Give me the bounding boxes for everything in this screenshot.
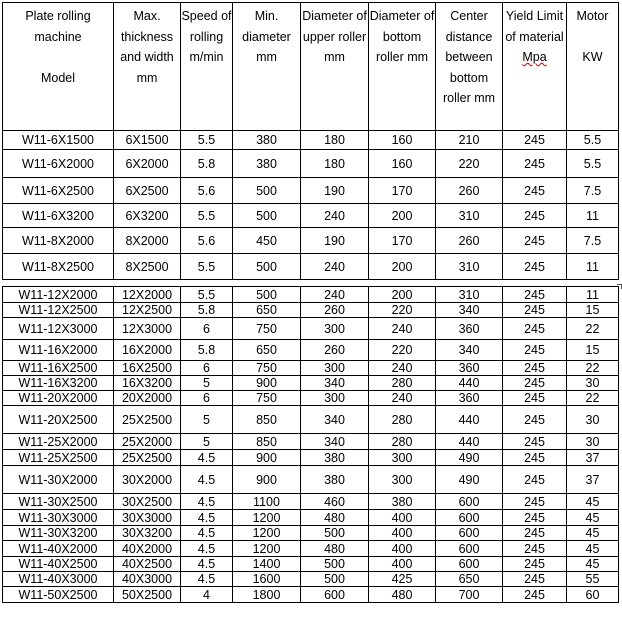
header-thickness-width: Max. thickness and width mm <box>114 3 181 131</box>
cell-speed: 5.5 <box>181 287 233 303</box>
cell-bottom-roller: 170 <box>369 228 436 254</box>
cell-yield-limit: 245 <box>503 572 567 587</box>
cell-yield-limit: 245 <box>503 318 567 340</box>
cell-min-diameter: 1600 <box>233 572 301 587</box>
cell-min-diameter: 650 <box>233 340 301 361</box>
cell-min-diameter: 1200 <box>233 510 301 526</box>
cell-speed: 5.5 <box>181 204 233 228</box>
header-center-distance: Center distance between bottom roller mm <box>436 3 503 131</box>
cell-upper-roller: 340 <box>301 376 369 391</box>
cell-upper-roller: 300 <box>301 361 369 376</box>
table-row <box>3 391 619 406</box>
cell-min-diameter: 380 <box>233 131 301 150</box>
cell-bottom-roller: 240 <box>369 361 436 376</box>
cell-speed: 4.5 <box>181 494 233 510</box>
cell-thickness-width: 30X3200 <box>114 526 181 541</box>
cell-thickness-width: 8X2000 <box>114 228 181 254</box>
cell-upper-roller: 480 <box>301 541 369 557</box>
cell-upper-roller: 460 <box>301 494 369 510</box>
cell-upper-roller: 300 <box>301 318 369 340</box>
cell-motor: 22 <box>567 361 619 376</box>
cell-yield-limit: 245 <box>503 178 567 204</box>
cell-model: W11-8X2500 <box>3 254 114 280</box>
cell-min-diameter: 900 <box>233 450 301 466</box>
cell-yield-limit: 245 <box>503 303 567 318</box>
cell-center-distance: 260 <box>436 178 503 204</box>
cell-bottom-roller: 400 <box>369 526 436 541</box>
cell-motor: 45 <box>567 541 619 557</box>
cell-yield-limit: 245 <box>503 204 567 228</box>
cell-motor: 37 <box>567 466 619 494</box>
cell-upper-roller: 240 <box>301 204 369 228</box>
cell-upper-roller: 500 <box>301 557 369 572</box>
cell-model: W11-6X2500 <box>3 178 114 204</box>
cell-thickness-width: 16X2500 <box>114 361 181 376</box>
cell-motor: 15 <box>567 340 619 361</box>
cell-speed: 5 <box>181 376 233 391</box>
cell-speed: 6 <box>181 361 233 376</box>
cell-min-diameter: 650 <box>233 303 301 318</box>
cell-bottom-roller: 200 <box>369 254 436 280</box>
cell-bottom-roller: 240 <box>369 318 436 340</box>
cell-upper-roller: 500 <box>301 526 369 541</box>
cell-min-diameter: 500 <box>233 254 301 280</box>
table-row <box>3 376 619 391</box>
cell-model: W11-12X2500 <box>3 303 114 318</box>
cell-thickness-width: 8X2500 <box>114 254 181 280</box>
cell-thickness-width: 12X2000 <box>114 287 181 303</box>
cell-model: W11-20X2000 <box>3 391 114 406</box>
cell-bottom-roller: 280 <box>369 376 436 391</box>
cell-model: W11-20X2500 <box>3 406 114 434</box>
cell-yield-limit: 245 <box>503 376 567 391</box>
table-row <box>3 254 619 280</box>
cell-upper-roller: 340 <box>301 434 369 450</box>
cell-speed: 4.5 <box>181 466 233 494</box>
cell-motor: 30 <box>567 434 619 450</box>
spec-table-bottom <box>2 286 619 603</box>
table-row <box>3 434 619 450</box>
cell-center-distance: 310 <box>436 287 503 303</box>
table-row <box>3 526 619 541</box>
cell-center-distance: 440 <box>436 376 503 391</box>
cell-center-distance: 360 <box>436 318 503 340</box>
cell-thickness-width: 40X3000 <box>114 572 181 587</box>
cell-min-diameter: 380 <box>233 150 301 178</box>
cell-center-distance: 260 <box>436 228 503 254</box>
cell-speed: 4.5 <box>181 450 233 466</box>
cell-model: W11-16X2000 <box>3 340 114 361</box>
cell-min-diameter: 750 <box>233 361 301 376</box>
cell-upper-roller: 260 <box>301 340 369 361</box>
cell-bottom-roller: 425 <box>369 572 436 587</box>
cell-yield-limit: 245 <box>503 557 567 572</box>
cell-thickness-width: 20X2000 <box>114 391 181 406</box>
cell-speed: 4.5 <box>181 541 233 557</box>
cell-bottom-roller: 380 <box>369 494 436 510</box>
cell-bottom-roller: 220 <box>369 303 436 318</box>
cell-yield-limit: 245 <box>503 510 567 526</box>
cell-upper-roller: 380 <box>301 466 369 494</box>
cell-model: W11-30X2000 <box>3 466 114 494</box>
cell-yield-limit: 245 <box>503 466 567 494</box>
cell-motor: 60 <box>567 587 619 603</box>
cell-yield-limit: 245 <box>503 228 567 254</box>
cell-model: W11-30X2500 <box>3 494 114 510</box>
cell-min-diameter: 1200 <box>233 526 301 541</box>
cell-model: W11-25X2000 <box>3 434 114 450</box>
cell-thickness-width: 25X2500 <box>114 450 181 466</box>
cell-thickness-width: 40X2500 <box>114 557 181 572</box>
cell-upper-roller: 180 <box>301 150 369 178</box>
cell-center-distance: 340 <box>436 303 503 318</box>
cell-motor: 45 <box>567 510 619 526</box>
cell-min-diameter: 500 <box>233 204 301 228</box>
cell-motor: 37 <box>567 450 619 466</box>
cell-upper-roller: 380 <box>301 450 369 466</box>
cell-min-diameter: 750 <box>233 391 301 406</box>
cell-center-distance: 310 <box>436 204 503 228</box>
table-row <box>3 131 619 150</box>
cell-bottom-roller: 300 <box>369 450 436 466</box>
table-row <box>3 150 619 178</box>
table-row <box>3 587 619 603</box>
cell-speed: 5.8 <box>181 340 233 361</box>
cell-center-distance: 600 <box>436 541 503 557</box>
cell-speed: 4.5 <box>181 572 233 587</box>
cell-center-distance: 310 <box>436 254 503 280</box>
cell-thickness-width: 12X3000 <box>114 318 181 340</box>
cell-speed: 5.8 <box>181 303 233 318</box>
cell-center-distance: 340 <box>436 340 503 361</box>
cell-upper-roller: 190 <box>301 228 369 254</box>
cell-bottom-roller: 480 <box>369 587 436 603</box>
cell-speed: 5.6 <box>181 228 233 254</box>
header-min-diameter: Min. diameter mm <box>233 3 301 131</box>
table-row <box>3 450 619 466</box>
cell-center-distance: 600 <box>436 510 503 526</box>
cell-thickness-width: 6X2500 <box>114 178 181 204</box>
cell-bottom-roller: 220 <box>369 340 436 361</box>
cell-upper-roller: 240 <box>301 254 369 280</box>
cell-yield-limit: 245 <box>503 361 567 376</box>
cell-speed: 4 <box>181 587 233 603</box>
cell-yield-limit: 245 <box>503 494 567 510</box>
cell-yield-limit: 245 <box>503 287 567 303</box>
cell-thickness-width: 6X2000 <box>114 150 181 178</box>
cell-motor: 30 <box>567 406 619 434</box>
cell-bottom-roller: 240 <box>369 391 436 406</box>
cell-thickness-width: 30X2500 <box>114 494 181 510</box>
table-row <box>3 318 619 340</box>
cell-yield-limit: 245 <box>503 406 567 434</box>
cell-min-diameter: 1200 <box>233 541 301 557</box>
cell-speed: 5.5 <box>181 254 233 280</box>
cell-min-diameter: 850 <box>233 406 301 434</box>
cell-speed: 6 <box>181 318 233 340</box>
table-row <box>3 178 619 204</box>
cell-yield-limit: 245 <box>503 391 567 406</box>
table-row <box>3 466 619 494</box>
cell-motor: 5.5 <box>567 131 619 150</box>
cell-yield-limit: 245 <box>503 450 567 466</box>
header-yield-limit: Yield Limit of material Mpa <box>503 3 567 131</box>
cell-thickness-width: 6X3200 <box>114 204 181 228</box>
cell-motor: 5.5 <box>567 150 619 178</box>
cell-motor: 22 <box>567 318 619 340</box>
cell-motor: 45 <box>567 494 619 510</box>
cell-min-diameter: 1100 <box>233 494 301 510</box>
cell-center-distance: 490 <box>436 466 503 494</box>
cell-model: W11-40X2000 <box>3 541 114 557</box>
cell-thickness-width: 16X3200 <box>114 376 181 391</box>
cell-upper-roller: 240 <box>301 287 369 303</box>
table-row <box>3 494 619 510</box>
cell-min-diameter: 900 <box>233 466 301 494</box>
cell-bottom-roller: 280 <box>369 434 436 450</box>
table-row <box>3 287 619 303</box>
spellcheck-underline: Mpa <box>522 50 547 64</box>
cell-model: W11-6X1500 <box>3 131 114 150</box>
cell-speed: 4.5 <box>181 510 233 526</box>
cell-upper-roller: 180 <box>301 131 369 150</box>
cell-thickness-width: 25X2500 <box>114 406 181 434</box>
table-row <box>3 510 619 526</box>
cell-speed: 6 <box>181 391 233 406</box>
cell-min-diameter: 450 <box>233 228 301 254</box>
table-row <box>3 228 619 254</box>
cell-yield-limit: 245 <box>503 526 567 541</box>
cell-min-diameter: 1800 <box>233 587 301 603</box>
cell-speed: 5.6 <box>181 178 233 204</box>
cell-model: W11-12X2000 <box>3 287 114 303</box>
cell-motor: 11 <box>567 287 619 303</box>
cell-upper-roller: 190 <box>301 178 369 204</box>
cell-speed: 5 <box>181 434 233 450</box>
cell-motor: 45 <box>567 526 619 541</box>
cell-center-distance: 650 <box>436 572 503 587</box>
cell-model: W11-6X2000 <box>3 150 114 178</box>
cell-bottom-roller: 160 <box>369 150 436 178</box>
cell-model: W11-16X2500 <box>3 361 114 376</box>
cell-bottom-roller: 400 <box>369 557 436 572</box>
cell-model: W11-30X3000 <box>3 510 114 526</box>
table-row <box>3 303 619 318</box>
cell-motor: 22 <box>567 391 619 406</box>
cell-motor: 11 <box>567 204 619 228</box>
cell-min-diameter: 500 <box>233 287 301 303</box>
cell-upper-roller: 500 <box>301 572 369 587</box>
cell-thickness-width: 25X2000 <box>114 434 181 450</box>
cell-center-distance: 220 <box>436 150 503 178</box>
table-row <box>3 204 619 228</box>
cell-speed: 4.5 <box>181 526 233 541</box>
cell-yield-limit: 245 <box>503 434 567 450</box>
cell-speed: 5.8 <box>181 150 233 178</box>
cell-bottom-roller: 280 <box>369 406 436 434</box>
table-row <box>3 541 619 557</box>
cell-yield-limit: 245 <box>503 150 567 178</box>
cell-thickness-width: 40X2000 <box>114 541 181 557</box>
cell-thickness-width: 6X1500 <box>114 131 181 150</box>
cell-speed: 4.5 <box>181 557 233 572</box>
header-upper-roller: Diameter of upper roller mm <box>301 3 369 131</box>
cell-model: W11-8X2000 <box>3 228 114 254</box>
cell-thickness-width: 12X2500 <box>114 303 181 318</box>
cell-bottom-roller: 300 <box>369 466 436 494</box>
cell-bottom-roller: 160 <box>369 131 436 150</box>
cell-min-diameter: 900 <box>233 376 301 391</box>
cell-speed: 5.5 <box>181 131 233 150</box>
cell-motor: 30 <box>567 376 619 391</box>
cell-bottom-roller: 400 <box>369 541 436 557</box>
cell-center-distance: 440 <box>436 434 503 450</box>
cell-model: W11-40X2500 <box>3 557 114 572</box>
cell-yield-limit: 245 <box>503 340 567 361</box>
cell-min-diameter: 750 <box>233 318 301 340</box>
cell-center-distance: 600 <box>436 557 503 572</box>
cell-thickness-width: 30X3000 <box>114 510 181 526</box>
cell-min-diameter: 500 <box>233 178 301 204</box>
cell-center-distance: 360 <box>436 391 503 406</box>
cell-yield-limit: 245 <box>503 541 567 557</box>
header-row <box>3 3 619 131</box>
cell-bottom-roller: 400 <box>369 510 436 526</box>
cell-bottom-roller: 200 <box>369 204 436 228</box>
table-row <box>3 406 619 434</box>
cell-bottom-roller: 200 <box>369 287 436 303</box>
header-bottom-roller: Diameter of bottom roller mm <box>369 3 436 131</box>
cell-upper-roller: 340 <box>301 406 369 434</box>
cell-yield-limit: 245 <box>503 131 567 150</box>
cell-model: W11-12X3000 <box>3 318 114 340</box>
cell-thickness-width: 16X2000 <box>114 340 181 361</box>
cell-speed: 5 <box>181 406 233 434</box>
spec-table-top <box>2 2 619 280</box>
header-speed: Speed of rolling m/min <box>181 3 233 131</box>
cell-center-distance: 600 <box>436 494 503 510</box>
cell-min-diameter: 1400 <box>233 557 301 572</box>
cell-model: W11-6X3200 <box>3 204 114 228</box>
table-row <box>3 361 619 376</box>
cell-model: W11-25X2500 <box>3 450 114 466</box>
cell-motor: 7.5 <box>567 228 619 254</box>
header-motor: Motor KW <box>567 3 619 131</box>
cell-center-distance: 360 <box>436 361 503 376</box>
cell-yield-limit: 245 <box>503 587 567 603</box>
cell-bottom-roller: 170 <box>369 178 436 204</box>
cell-model: W11-40X3000 <box>3 572 114 587</box>
header-model: Plate rolling machine Model <box>3 3 114 131</box>
cell-motor: 11 <box>567 254 619 280</box>
cell-upper-roller: 480 <box>301 510 369 526</box>
cell-center-distance: 600 <box>436 526 503 541</box>
cell-model: W11-50X2500 <box>3 587 114 603</box>
cell-motor: 45 <box>567 557 619 572</box>
cell-center-distance: 440 <box>436 406 503 434</box>
cell-yield-limit: 245 <box>503 254 567 280</box>
cell-motor: 7.5 <box>567 178 619 204</box>
cell-thickness-width: 50X2500 <box>114 587 181 603</box>
cell-min-diameter: 850 <box>233 434 301 450</box>
cell-motor: 15 <box>567 303 619 318</box>
cell-model: W11-16X3200 <box>3 376 114 391</box>
table-row <box>3 557 619 572</box>
cell-center-distance: 490 <box>436 450 503 466</box>
cell-upper-roller: 260 <box>301 303 369 318</box>
cell-upper-roller: 300 <box>301 391 369 406</box>
table-row <box>3 340 619 361</box>
cell-center-distance: 210 <box>436 131 503 150</box>
cell-upper-roller: 600 <box>301 587 369 603</box>
cell-thickness-width: 30X2000 <box>114 466 181 494</box>
table-row <box>3 572 619 587</box>
cell-motor: 55 <box>567 572 619 587</box>
cell-center-distance: 700 <box>436 587 503 603</box>
cell-model: W11-30X3200 <box>3 526 114 541</box>
